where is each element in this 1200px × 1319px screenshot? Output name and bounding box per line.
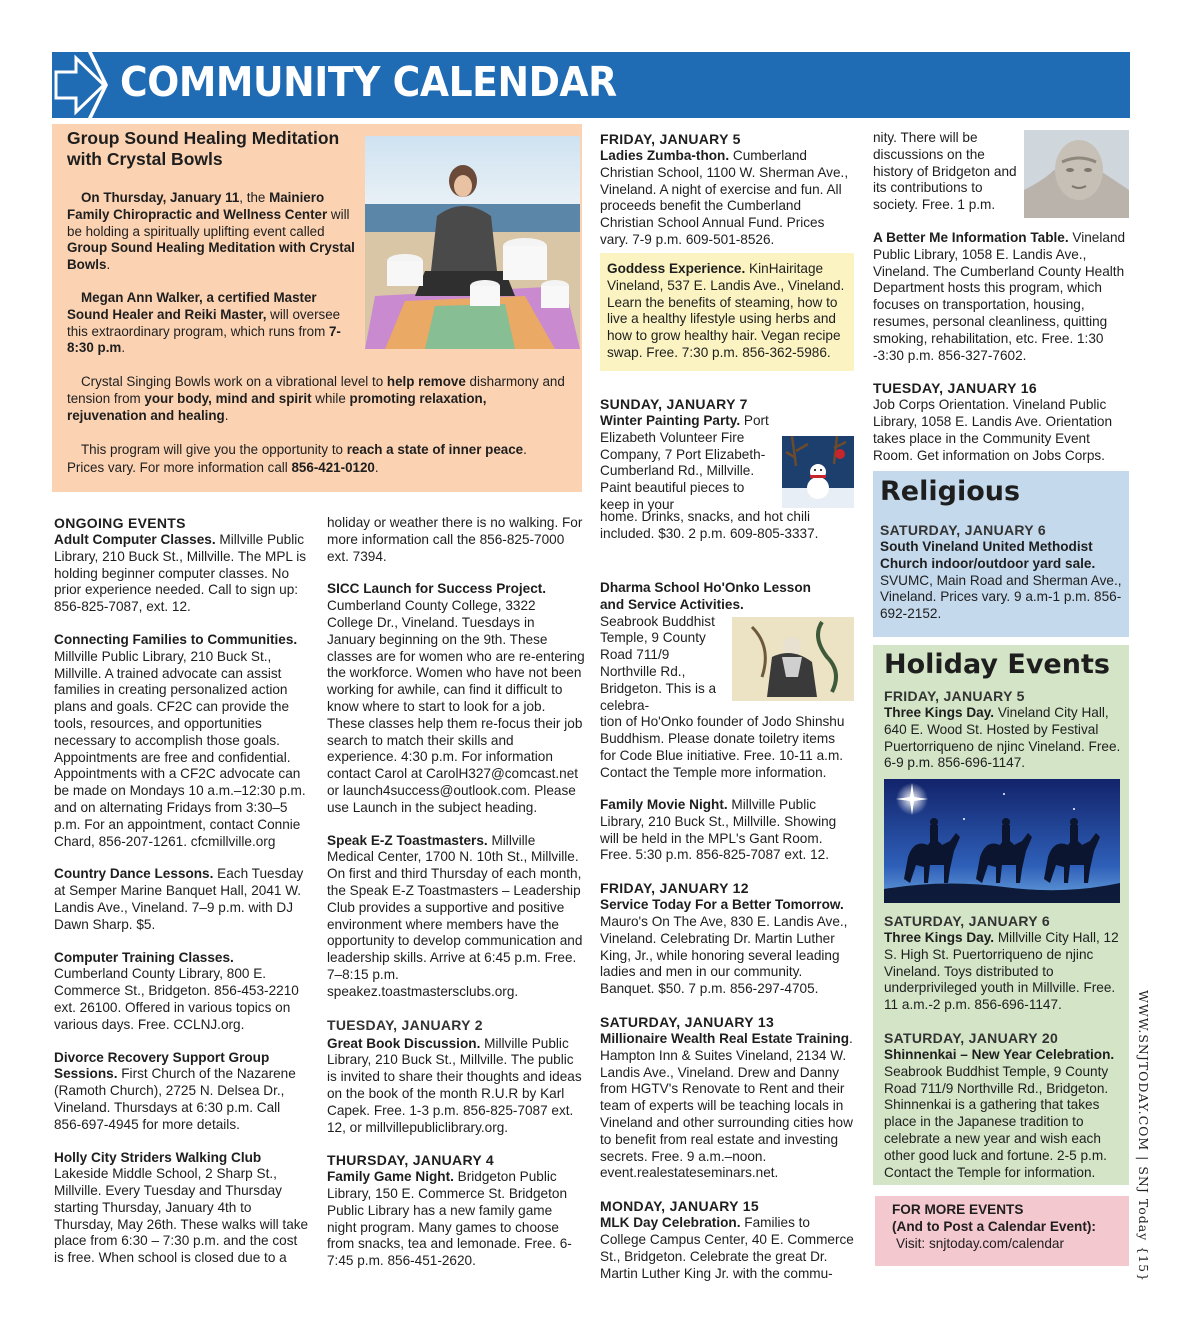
bold-run: Mainiero Family Chiropractic and Wellness Center (67, 190, 328, 222)
movie-details: Millville Public Library, 210 Buck St., Millville. Showing will be held in the MPL's Gant Room. Free. 5:30 p.m. 856-825-7087 ext. 12. (600, 797, 837, 863)
more-events-heading: FOR MORE EVENTS (892, 1202, 1024, 1217)
text-run: . Prices vary. For more information call (67, 442, 527, 475)
column-four (873, 230, 1129, 465)
kings-fri-title: Three Kings Day. (884, 705, 995, 720)
sunday-jan-7-heading: SUNDAY, JANUARY 7 (600, 396, 748, 412)
dharma-title: Dharma School Ho'Onko Lesson and Service Activities. (600, 580, 811, 612)
family-game-night (327, 1169, 585, 1270)
goddess-details: KinHairitage Vineland, 537 E. Landis Ave., Vineland. Learn the benefits of steaming, how to live a healthy lifestyle using herbs and how to grow healthy hair. Vegan recipe swap. Free. 7:30 p.m. 856-362-5986. (607, 261, 845, 360)
bold-run: your body, mind and spirit (144, 390, 312, 406)
feature-title-line1: Group Sound Healing Meditation (67, 128, 340, 148)
religious-date-heading: SATURDAY, JANUARY 6 (880, 522, 1046, 538)
better-me-details: Vineland Public Library, 1058 E. Landis Ave., Vineland. The Cumberland County Health Department hosts this program, which focuses on transportation, housing, resumes, personal cleanliness, quitting smoking, rehabilitation, etc. Free. 1:30 -3:30 p.m. 856-327-7602. (873, 230, 1126, 363)
hoonko-painting (732, 617, 854, 701)
goddess-title: Goddess Experience. (607, 261, 746, 276)
ongoing-0-title: Adult Computer Classes. (54, 532, 216, 547)
list-item (54, 866, 310, 933)
millionaire-wealth (600, 1031, 854, 1182)
friday-jan-5-heading: FRIDAY, JANUARY 5 (600, 131, 741, 147)
ladies-zumba-thon (600, 148, 854, 249)
arrow-icon (52, 52, 112, 118)
page-footer-vertical (1133, 990, 1155, 1283)
winter-title: Winter Painting Party. (600, 413, 741, 428)
text-run: disharmony and tension from (67, 374, 565, 406)
thursday-jan-4-heading: THURSDAY, JANUARY 4 (327, 1152, 495, 1169)
three-kings-vineland (884, 705, 1124, 772)
millionaire-title: Millionaire Wealth Real Estate Training (600, 1030, 850, 1046)
text-run: will oversee this extraordinary program, which runs from (67, 306, 341, 339)
holiday-events-box (873, 645, 1129, 1185)
service-details: Mauro's On The Ave, 830 E. Landis Ave., Vineland. Celebrating Dr. Martin Luther King, Jr., while honoring several leading ladies and men in our community. Banquet. $50. 7 p.m. 856-297-4705. (600, 913, 848, 997)
bold-run: Group Sound Healing Meditation with Crystal Bowls (67, 240, 355, 273)
winter-details: Port Elizabeth Volunteer Fire Company, 7 Port Elizabeth-Cumberland Rd., Millville. Paint beautiful pieces to keep in your (600, 413, 769, 512)
mlk-continued-text: nity. There will be discussions on the history of Bridgeton and its contributions to society. Free. 1 p.m. (873, 130, 1017, 213)
column-three-cont (600, 509, 854, 543)
mlk-title: MLK Day Celebration. (600, 1215, 741, 1231)
ongoing-events-heading: ONGOING EVENTS (54, 515, 186, 531)
dharma-body-b: tion of Ho'Onko founder of Jodo Shinshu Buddhism. Please donate toiletry items for Code Blue initiative. Free. 10-11 a.m. Contact the Temple more information. (600, 714, 845, 780)
yard-sale-title: South Vineland United Methodist Church indoor/outdoor yard sale. (880, 539, 1096, 571)
bold-run: reach a state of inner peace (346, 442, 524, 457)
mlk-continued (873, 130, 1018, 214)
text-run: will be holding a spiritually uplifting event called (67, 206, 350, 239)
holiday-events-title: Holiday Events (884, 649, 1110, 680)
yard-sale-details: SVUMC, Main Road and Sherman Ave., Vineland. Prices vary. 9 a.m-1 p.m. 856-692-2152. (880, 572, 1122, 622)
millionaire-details: . Hampton Inn & Suites Vineland, 2134 W. Landis Ave., Vineland. Drew and Danny from HGTV's Renovate to Rent and their team of experts will be teaching locals in Vineland and other surrounding cities how to benefit from real estate and investing secrets. Free. 9 a.m.–noon. event.realestateseminars.net. (600, 1030, 853, 1181)
mlk-statue-photo (1024, 130, 1129, 218)
snowman-painting (782, 436, 854, 508)
col2-0-title: SICC Launch for Success Project. (327, 581, 547, 597)
religious-title: Religious (880, 476, 1021, 507)
feature-paragraph-3 (67, 374, 567, 424)
ongoing-2-details: Each Tuesday at Semper Marine Banquet Hall, 2041 W. Landis Ave., Vineland. 7–9 p.m. with DJ Dawn Sharp. $5. (54, 866, 304, 932)
list-item (54, 632, 310, 850)
shinnenkai-title: Shinnenkai – New Year Celebration. (884, 1046, 1115, 1062)
feature-title-line2: with Crystal Bowls (67, 149, 223, 169)
ongoing-events-list (54, 532, 310, 1267)
great-book-details: Millville Public Library, 210 Buck St., Millville. The public is invited to share their thoughts and ideas on the book of the month R.U.R by Karl Capek. Free. 1-3 p.m. 856-825-7087 ext. 12, or millvillepubliclibrary.org. (327, 1035, 582, 1135)
job-corps-orientation: Job Corps Orientation. Vineland Public Library, 1058 E. Landis Ave. Orientation takes place in the Community Event Room. Get information on Jobs Corps. (873, 397, 1113, 463)
saturday-jan-13-heading: SATURDAY, JANUARY 13 (600, 1013, 775, 1030)
ongoing-4-details: First Church of the Nazarene (Ramoth Church), 2725 N. Delsea Dr., Vineland. Thursdays at 6:30 p.m. Call 856-697-4945 for more details. (54, 1066, 296, 1132)
ongoing-4-title: Divorce Recovery Support Group Sessions. (54, 1049, 270, 1082)
column-three (600, 131, 854, 249)
kings-fri-details: Vineland City Hall, 640 E. Wood St. Hosted by Festival Puertorriqueno de njinc Vineland. Free. 6-9 p.m. 856-696-1147. (884, 705, 1121, 771)
bold-run: 7-8:30 p.m (67, 323, 341, 356)
feature-paragraph-4 (67, 441, 567, 477)
monday-jan-15-heading: MONDAY, JANUARY 15 (600, 1198, 759, 1215)
text-run: while (311, 390, 350, 406)
service-today (600, 897, 854, 998)
ongoing-2-title: Country Dance Lessons. (54, 866, 214, 882)
list-item (54, 1150, 310, 1268)
col2-1-details: Millville Medical Center, 1700 N. 10th St., Millville. On first and third Thursday of each month, the Speak E-Z Toastmasters – Leadership Club provides a supportive and positive environment where members have the opportunity to develop communication and leadership skills. Arrive at 6:45 p.m. Free. 7–8:15 p.m. speakez.toastmastersclubs.org. (327, 832, 583, 999)
mlk-day-celebration (600, 1215, 854, 1282)
feature-paragraph-2 (67, 290, 355, 357)
list-item (54, 532, 310, 616)
family-movie-night (600, 797, 854, 864)
list-item (54, 950, 310, 1034)
ongoing-3-details: Cumberland County Library, 800 E. Commerce St., Bridgeton. 856-453-2210 ext. 26100. Offered in various topics on various days. Free. CCLNJ.org. (54, 966, 299, 1032)
text-run: . (374, 460, 379, 475)
footer-text: WWW.SNJTODAY.COM | SNJ Today {15} (1136, 990, 1151, 1283)
more-events-subheading: (And to Post a Calendar Event): (892, 1218, 1096, 1234)
winter-painting-party (600, 413, 770, 514)
column-two (327, 515, 585, 1270)
service-title: Service Today For a Better Tomorrow. (600, 897, 844, 913)
text-run: . (106, 257, 111, 273)
bold-run: Megan Ann Walker, a certified Master Sound Healer and Reiki Master, (67, 290, 317, 322)
more-events-box (875, 1196, 1129, 1266)
game-night-details: Bridgeton Public Library, 150 E. Commerce St. Bridgeton Public Library has a new family game night program. Many games to choose from snacks, tea and lemonade. Free. 6-7:45 p.m. 856-451-2620. (327, 1169, 572, 1269)
text-run: Crystal Singing Bowls work on a vibrational level to (81, 374, 387, 389)
mlk-details: Families to College Campus Center, 40 E. Commerce St., Bridgeton. Celebrate the great Dr. Martin Luther King Jr. with the commu- (600, 1215, 854, 1281)
holiday-fri-5-heading: FRIDAY, JANUARY 5 (884, 688, 1025, 704)
better-me-title: A Better Me Information Table. (873, 230, 1069, 245)
holiday-sat-6-heading: SATURDAY, JANUARY 6 (884, 913, 1050, 929)
sound-bowls-photo (365, 136, 580, 349)
feature-title (67, 128, 339, 170)
shinnenkai (884, 1047, 1128, 1181)
col2-1-title: Speak E-Z Toastmasters. (327, 832, 488, 848)
list-item (327, 833, 585, 1001)
bold-run: 856-421-0120 (291, 460, 375, 475)
winter-painting-party-cont: home. Drinks, snacks, and hot chili included. $30. 2 p.m. 609-805-3337. (600, 509, 819, 541)
zumba-details: Cumberland Christian School, 1100 W. Sherman Ave., Vineland. A night of exercise and fun. All proceeds benefit the Cumberland Christian School Annual Fund. Prices vary. 7-9 p.m. 609-501-8526. (600, 148, 849, 247)
ongoing-1-title: Connecting Families to Communities. (54, 631, 298, 647)
game-night-title: Family Game Night. (327, 1169, 454, 1185)
text-run: . (121, 340, 126, 356)
feature-paragraph-1 (67, 190, 355, 274)
page-title: COMMUNITY CALENDAR (120, 58, 617, 106)
goddess-experience-box (600, 253, 854, 371)
list-item (54, 1050, 310, 1134)
column-ongoing-events (54, 515, 310, 1283)
column-two-list (327, 581, 585, 1000)
zumba-title: Ladies Zumba-thon. (600, 148, 730, 163)
three-kings-camels-image (884, 779, 1120, 903)
ongoing-1-details: Millville Public Library, 210 Buck St., Millville. A trained advocate can assist families in creating personalized action plans and goals. CF2C can provide the tools, resources, and opportunities necessary to accomplish those goals. Appointments are free and confidential. Appointments with a CF2C advocate can be made on Mondays 10 a.m.–12:30 p.m. and on alternating Fridays from 3:30–5 p.m. For an appointment, contact Connie Chard, 856-207-1261. cfcmillville.org (54, 648, 306, 849)
goddess-experience (600, 253, 854, 362)
column-three-bottom (600, 797, 854, 1282)
tuesday-jan-16-heading: TUESDAY, JANUARY 16 (873, 380, 1037, 397)
religious-box (873, 471, 1129, 637)
movie-title: Family Movie Night. (600, 797, 728, 812)
list-item (327, 581, 585, 816)
bold-run: promoting relaxation, rejuvenation and healing (67, 390, 487, 423)
calendar-link[interactable]: Visit: snjtoday.com/calendar (896, 1235, 1064, 1251)
col2-0-details: Cumberland County College, 3322 College Dr., Vineland. Tuesdays in January beginning on the 9th. These classes are for women who are re-entering the workforce. Women who have not been working for awhile, can find it difficult to know where to start to look for a job. These classes help them re-focus their job search to match their skills and experience. 4:30 p.m. For information contact Carol at CarolH327@comcast.net or launch4success@outlook.com. Please use Launch in the subject heading. (327, 598, 585, 815)
ongoing-0-details: Millville Public Library, 210 Buck St., Millville. The MPL is holding beginner computer classes. No prior experience needed. Call to sign up: 856-825-7087, ext. 12. (54, 532, 307, 615)
great-book-discussion (327, 1036, 585, 1137)
bold-run: help remove (386, 374, 466, 389)
dharma-body-a: Seabrook Buddhist Temple, 9 County Road 711/9 Northville Rd., Bridgeton. This is a celebra- (600, 613, 717, 713)
text-run: This program will give you the opportunity to (81, 442, 347, 457)
holiday-sat-20-heading: SATURDAY, JANUARY 20 (884, 1029, 1059, 1046)
text-run: , the (239, 190, 270, 205)
better-me-info-table (873, 230, 1129, 364)
tuesday-jan-2-heading: TUESDAY, JANUARY 2 (327, 1016, 483, 1033)
shinnenkai-details: Seabrook Buddhist Temple, 9 County Road 711/9 Northville Rd., Bridgeton. Shinnenkai is a gathering that takes place in the Japanese tradition to celebrate a new year and wish each other good luck and fortune. 2-5 p.m. Contact the Temple for information. (884, 1063, 1109, 1180)
ongoing-5-details: Lakeside Middle School, 2 Sharp St., Millville. Every Tuesday and Thursday starting Thursday, January 4th to Thursday, May 26th. These walks will take place from 6:30 – 7:30 p.m. and the cost is free. When school is closed due to a (54, 1166, 309, 1266)
friday-jan-12-heading: FRIDAY, JANUARY 12 (600, 880, 749, 897)
bold-run: On Thursday, January 11 (81, 190, 240, 205)
ongoing-5-title: Holly City Striders Walking Club (54, 1149, 262, 1165)
walking-club-continued: holiday or weather there is no walking. For more information call the 856-825-7000 ext. 7394. (327, 515, 583, 564)
text-run: . (224, 407, 229, 423)
kings-sat-title: Three Kings Day. (884, 930, 995, 945)
kings-sat-details: Millville City Hall, 12 S. High St. Puertorriqueno de njinc Vineland. Toys distributed to underprivileged youth in Millville. Free. 11 a.m.-2 p.m. 856-696-1147. (884, 930, 1119, 1013)
ongoing-3-title: Computer Training Classes. (54, 949, 234, 965)
calendar-banner (52, 52, 1130, 118)
great-book-title: Great Book Discussion. (327, 1035, 481, 1051)
feature-box (52, 124, 582, 492)
three-kings-millville (884, 930, 1128, 1014)
